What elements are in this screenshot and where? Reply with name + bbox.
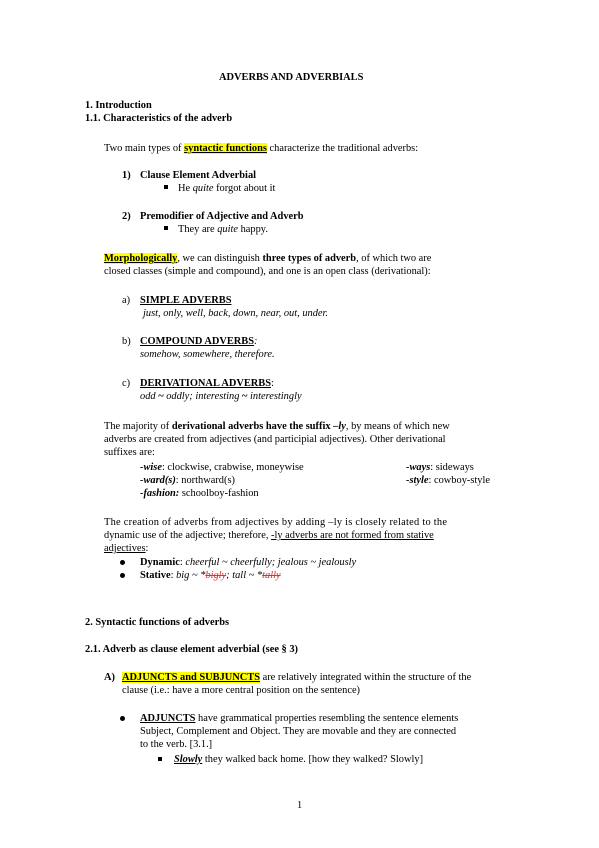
example-text: He — [178, 183, 193, 194]
adj-subj-text: are relatively integrated within the structure of the — [260, 672, 472, 683]
majority-line-3: suffixes are: — [104, 447, 155, 458]
stative-line — [140, 569, 281, 582]
type-c-examples — [140, 390, 302, 403]
subsection-heading-2-1: 2.1. Adverb as clause element adverbial (see § 3) — [85, 644, 298, 655]
stative-invalid-form: tally — [262, 570, 281, 581]
majority-suffix: –ly — [333, 421, 346, 432]
type-c-title — [140, 377, 274, 390]
example-word: interestingly — [250, 391, 302, 402]
suffix-label: -ways — [406, 462, 431, 473]
type-b-title-text: COMPOUND ADVERBS — [140, 336, 255, 347]
syntactic-functions-highlight: syntactic functions — [184, 143, 267, 154]
bullet-icon — [120, 716, 125, 721]
stative-example: big ~ * — [176, 570, 206, 581]
morph-text: , we can distinguish — [177, 253, 263, 264]
morph-text-end: , of which two are — [356, 253, 432, 264]
stative-label: Stative — [140, 570, 171, 581]
morphology-line-1 — [104, 252, 515, 265]
adj-subj-letter: A) — [104, 672, 115, 683]
adjuncts-line-1 — [140, 712, 458, 725]
square-bullet-icon — [158, 757, 162, 761]
majority-line-2: adverbs are created from adjectives (and participial adjectives). Other derivational — [104, 434, 446, 445]
function-2-title: Premodifier of Adjective and Adverb — [140, 211, 304, 222]
type-c-colon: : — [270, 378, 274, 389]
adjuncts-example — [174, 753, 423, 766]
suffix-ways — [406, 461, 474, 474]
example-text: They are — [178, 224, 218, 235]
type-a-letter: a) — [122, 295, 131, 306]
page-number: 1 — [297, 800, 303, 811]
majority-line-1 — [104, 420, 515, 433]
suffix-wards — [140, 474, 235, 487]
adjuncts-line-2: Subject, Complement and Object. They are movable and they are connected — [140, 726, 457, 737]
square-bullet-icon — [164, 185, 168, 189]
function-2-number: 2) — [122, 211, 131, 222]
document-title: ADVERBS AND ADVERBIALS — [219, 72, 364, 83]
type-b-examples: somehow, somewhere, therefore. — [140, 349, 275, 360]
suffix-label: -ward(s) — [140, 475, 176, 486]
stative-invalid-form: bigly — [205, 570, 227, 581]
adjuncts-label: ADJUNCTS — [140, 713, 196, 724]
morphology-line-2: closed classes (simple and compound), and one is an open class (derivational): — [104, 266, 431, 277]
dynamic-examples: cheerful ~ cheerfully; jealous ~ jealously — [185, 557, 357, 568]
example-italic: quite — [217, 224, 239, 235]
adjuncts-text: have grammatical properties resembling the sentence elements — [195, 713, 459, 724]
creation-underlined-end: adjectives — [104, 543, 146, 554]
stative-example: ; tall ~ * — [226, 570, 263, 581]
suffix-fashion — [140, 487, 259, 500]
adjuncts-line-3: to the verb. [3.1.] — [140, 739, 213, 750]
adj-subj-line-1 — [122, 671, 471, 684]
tilde: ~ — [155, 391, 167, 402]
adj-subj-line-2: clause (i.e.: have a more central position on the sentence) — [122, 685, 361, 696]
section-heading-1: 1. Introduction — [85, 100, 152, 111]
type-b-colon: : — [254, 336, 258, 347]
majority-text-end: , by means of which new — [345, 421, 450, 432]
type-b-title — [140, 335, 257, 348]
dynamic-label: Dynamic — [140, 557, 180, 568]
suffix-examples: : northward(s) — [175, 475, 235, 486]
type-a-examples: just, only, well, back, down, near, out, under. — [143, 308, 328, 319]
suffix-examples: : sideways — [430, 462, 474, 473]
bullet-icon — [120, 573, 125, 578]
adjuncts-example-word: Slowly — [174, 754, 203, 765]
intro-paragraph — [104, 142, 418, 155]
dynamic-line — [140, 556, 356, 569]
square-bullet-icon — [164, 226, 168, 230]
section-heading-2: 2. Syntactic functions of adverbs — [85, 617, 230, 628]
suffix-wise — [140, 461, 304, 474]
suffix-style — [406, 474, 490, 487]
creation-line-1: The creation of adverbs from adjectives by adding –ly is closely related to the — [104, 517, 448, 528]
type-c-title-text: DERIVATIONAL ADVERBS — [140, 378, 271, 389]
suffix-label: -wise — [140, 462, 162, 473]
creation-text: dynamic use of the adjective; therefore, — [104, 530, 272, 541]
function-1-number: 1) — [122, 170, 131, 181]
majority-text: The majority of — [104, 421, 172, 432]
intro-text-end: characterize the traditional adverbs: — [266, 143, 419, 154]
creation-colon: : — [145, 543, 149, 554]
subsection-heading-1-1: 1.1. Characteristics of the adverb — [85, 113, 233, 124]
intro-text: Two main types of — [104, 143, 185, 154]
type-c-letter: c) — [122, 378, 131, 389]
bullet-icon — [120, 560, 125, 565]
adjuncts-example-text: they walked back home. [how they walked? Slowly] — [202, 754, 424, 765]
example-word: odd — [140, 391, 156, 402]
morphologically-highlight: Morphologically — [104, 253, 178, 264]
suffix-examples: schoolboy-fashion — [179, 488, 259, 499]
stative-colon: : — [170, 570, 177, 581]
morph-bold: three types of adverb — [262, 253, 357, 264]
dynamic-colon: : — [179, 557, 186, 568]
suffix-label: -fashion: — [140, 488, 180, 499]
suffix-label: -style — [406, 475, 429, 486]
example-text-end: happy. — [238, 224, 268, 235]
creation-line-2 — [104, 529, 434, 542]
function-1-title: Clause Element Adverbial — [140, 170, 257, 181]
majority-bold: derivational adverbs have the suffix — [171, 421, 334, 432]
example-italic: quite — [192, 183, 214, 194]
type-b-letter: b) — [122, 336, 131, 347]
creation-underlined: -ly adverbs are not formed from stative — [271, 530, 434, 541]
suffix-examples: : cowboy-style — [428, 475, 490, 486]
type-a-title-text: SIMPLE ADVERBS — [140, 295, 232, 306]
example-text-end: forgot about it — [213, 183, 276, 194]
morph-line-1-content — [104, 252, 431, 265]
example-word: oddly; interesting — [166, 391, 240, 402]
tilde: ~ — [239, 391, 251, 402]
creation-line-3 — [104, 542, 148, 555]
adjuncts-subjuncts-highlight: ADJUNCTS and SUBJUNCTS — [122, 672, 261, 683]
suffix-examples: : clockwise, crabwise, moneywise — [161, 462, 304, 473]
function-2-example — [178, 223, 268, 236]
type-a-title — [140, 294, 232, 307]
function-1-example — [178, 182, 275, 195]
